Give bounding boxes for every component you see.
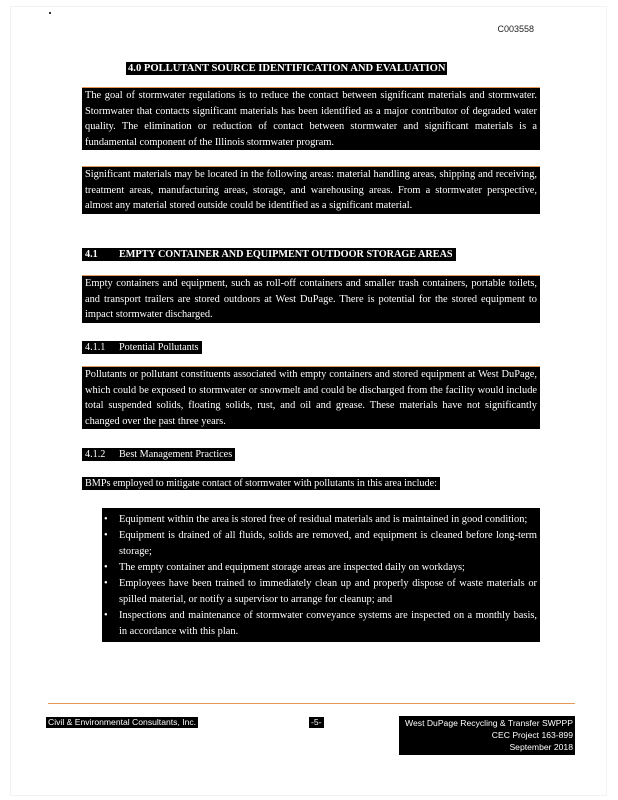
list-item: • Equipment within the area is stored free of residual materials and is maintained in good condition;: [102, 512, 540, 528]
scan-speck: [49, 12, 51, 14]
footer-divider: [48, 703, 575, 704]
pollutants-title: Potential Pollutants: [119, 342, 199, 353]
list-item: • Inspections and maintenance of stormwater conveyance systems are inspected on a monthly basis, in accordance with this plan.: [104, 610, 537, 637]
bmp-number: 4.1.2: [85, 449, 106, 460]
pollutants-heading: [82, 341, 202, 354]
bmp-heading: [82, 448, 235, 461]
list-item: • Equipment is drained of all fluids, solids are removed, and equipment is cleaned before long-term storage;: [104, 530, 537, 557]
footer-company: Civil & Environmental Consultants, Inc.: [48, 717, 197, 727]
subsection-heading: [82, 248, 456, 261]
bullet-icon: •: [104, 610, 108, 621]
bmp-list: [102, 508, 540, 642]
bullet-icon: •: [104, 514, 108, 525]
subsection-number: 4.1: [85, 249, 98, 260]
pollutants-number: 4.1.1: [85, 342, 106, 353]
bullet-icon: •: [104, 562, 108, 573]
footer-date: September 2018: [509, 742, 573, 752]
subsection-paragraph: Empty containers and equipment, such as roll-off containers and smaller trash containers, portable toilets, and transport trailers are stored outdoors at West DuPage. There is potential for the stored equipment to impact stormwater discharged.: [82, 275, 540, 323]
bullet-icon: •: [104, 530, 108, 541]
footer-page-number: -5-: [311, 717, 322, 727]
section-paragraph-2: Significant materials may be located in the following areas: material handling areas, shipping and receiving, treatment areas, manufacturing areas, storage, and warehousing areas. From a stormwater perspective, almost any material stored outside could be identified as a significant material.: [82, 166, 540, 214]
bmp-title: Best Management Practices: [119, 449, 233, 460]
subsection-title: EMPTY CONTAINER AND EQUIPMENT OUTDOOR STORAGE AREAS: [119, 249, 453, 260]
list-item: • Employees have been trained to immediately clean up and properly dispose of waste materials or spilled material, or notify a supervisor to arrange for cleanup; and: [104, 578, 537, 605]
document-id: C003558: [497, 24, 534, 34]
list-item: • The empty container and equipment storage areas are inspected daily on workdays;: [102, 560, 540, 576]
pollutants-paragraph: Pollutants or pollutant constituents associated with empty containers and stored equipment at West DuPage, which could be exposed to stormwater or snowmelt and could be discharged from the facility would include total suspended solids, floating solids, rust, and oil and grease. These materials have not significantly changed over the past three years.: [82, 366, 540, 429]
footer-plan-name: West DuPage Recycling & Transfer SWPPP: [405, 718, 573, 728]
bullet-icon: •: [104, 578, 108, 589]
bmp-intro: BMPs employed to mitigate contact of stormwater with pollutants in this area include:: [82, 477, 440, 490]
footer-project-number: CEC Project 163-899: [491, 730, 573, 740]
section-paragraph-1: The goal of stormwater regulations is to reduce the contact between significant materials and stormwater. Stormwater that contacts significant materials has been identified as a major contributor of degraded water quality. The elimination or reduction of contact between stormwater and significant materials is a fundamental component of the Illinois stormwater program.: [82, 87, 540, 150]
footer-plan-info: [399, 716, 575, 755]
section-heading: 4.0 POLLUTANT SOURCE IDENTIFICATION AND EVALUATION: [128, 63, 446, 74]
